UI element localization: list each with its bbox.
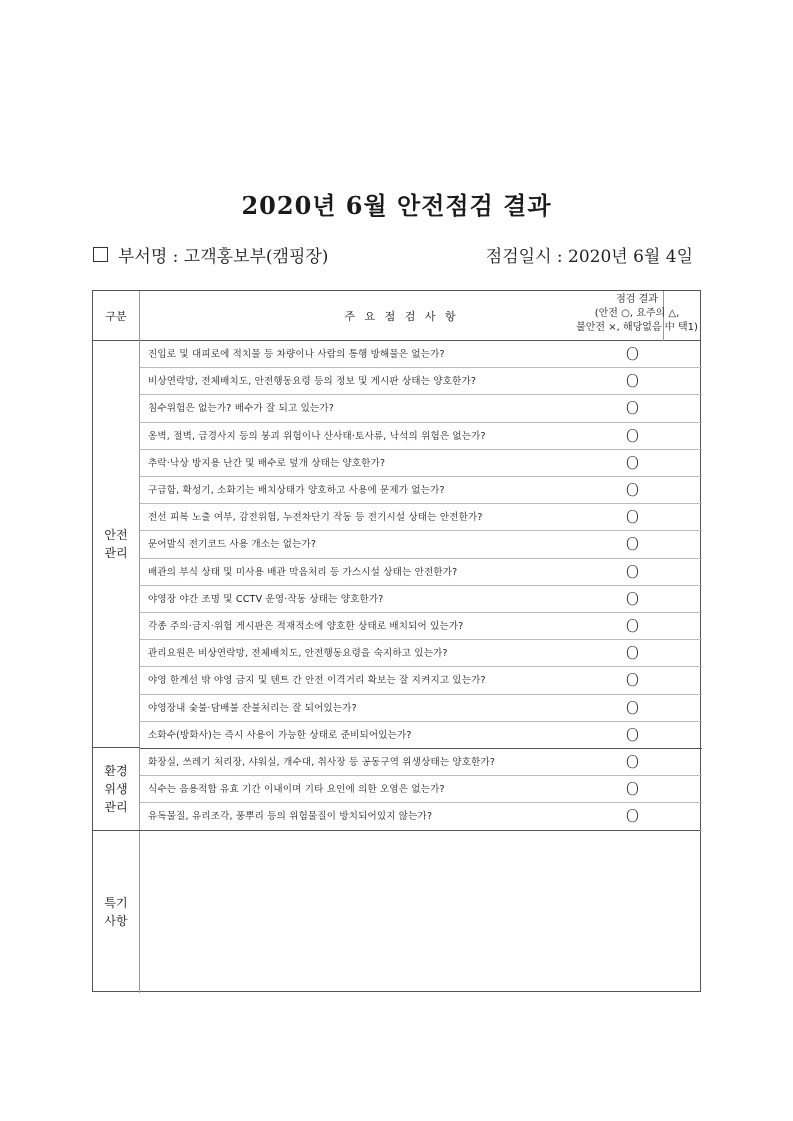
check-result-mark: O (625, 561, 640, 583)
category-safety-line2: 관리 (104, 546, 128, 560)
category-safety (93, 341, 140, 748)
table-row (140, 695, 702, 722)
check-item-text: 침수위험은 없는가? 배수가 잘 되고 있는가? (148, 403, 334, 415)
special-notes-section (93, 830, 700, 993)
department-line (93, 242, 328, 267)
table-row (140, 531, 702, 558)
department-label: 부서명 : 고객홍보부(캠핑장) (118, 247, 329, 267)
table-row (140, 395, 702, 422)
check-result-mark: O (625, 480, 640, 501)
check-result-mark: O (625, 507, 640, 529)
header-items: 주 요 점 검 사 항 (140, 291, 664, 341)
inspection-table (92, 290, 701, 992)
check-result-mark: O (625, 643, 640, 665)
check-item-text: 야영 한계선 밖 야영 금지 및 텐트 간 안전 이격거리 확보는 잘 지켜지고 있는가? (148, 675, 486, 687)
category-special-line1: 특기 (104, 896, 128, 910)
check-item-text: 유독물질, 유리조각, 풍뿌리 등의 위험물질이 방치되어있지 않는가? (148, 811, 433, 823)
check-item-text: 추락·낙상 방지용 난간 및 배수로 덮개 상태는 양호한가? (148, 457, 386, 469)
header-result-legend-1: (안전 ○, 요주의 △, (594, 308, 680, 319)
table-row (140, 586, 702, 613)
category-hygiene-line1: 환경 (104, 764, 128, 778)
check-item-text: 식수는 음용적합 유효 기간 이내이며 기타 요인에 의한 오염은 없는가? (148, 784, 445, 796)
check-result-mark: O (625, 371, 640, 393)
check-item-text: 문어발식 전기코드 사용 개소는 없는가? (148, 539, 317, 551)
check-result-mark: O (625, 534, 640, 556)
category-hygiene-line3: 관리 (104, 800, 128, 814)
check-result-mark: O (625, 425, 640, 447)
check-item-text: 전선 피복 노출 여부, 감전위험, 누전차단기 작동 등 전기시설 상태는 안전한가? (148, 512, 483, 524)
check-item-text: 소화수(방화사)는 즉시 사용이 가능한 상태로 준비되어있는가? (148, 729, 412, 741)
check-result-mark: O (625, 697, 640, 719)
header-result-title: 점검 결과 (616, 294, 658, 305)
check-result-mark: O (625, 588, 640, 610)
check-result-mark: O (625, 670, 640, 692)
page-title: 2020년 6월 안전점검 결과 (241, 191, 552, 220)
table-row (140, 423, 702, 450)
table-row (140, 667, 702, 694)
table-row (140, 722, 702, 749)
check-result-mark: O (625, 398, 640, 420)
category-hygiene-line2: 위생 (104, 782, 128, 796)
table-row (140, 477, 702, 504)
checkbox (93, 247, 108, 262)
table-row (140, 368, 702, 395)
check-result-mark: O (625, 724, 640, 746)
header-result (573, 293, 701, 335)
check-item-text: 야영장내 숯불·담배불 잔불처리는 잘 되어있는가? (148, 702, 357, 714)
check-result-mark: O (625, 616, 640, 637)
category-hygiene (93, 748, 140, 830)
table-header (93, 291, 700, 341)
table-row (140, 450, 702, 477)
table-row (140, 749, 702, 776)
check-item-text: 각종 주의·금지·위험 게시판은 적재적소에 양호한 상태로 배치되어 있는가? (148, 621, 464, 632)
table-row (140, 640, 702, 667)
header-result-legend-2: 불안전 ×, 해당없음 中 택1) (576, 322, 698, 333)
check-item-text: 야영장 야간 조명 및 CCTV 운영·작동 상태는 양호한가? (148, 593, 384, 605)
category-special (93, 831, 140, 993)
check-result-mark: O (625, 752, 640, 773)
table-row (140, 803, 702, 830)
check-item-text: 비상연락망, 전체배치도, 안전행동요령 등의 정보 및 게시판 상태는 양호한가? (148, 376, 477, 388)
special-notes (140, 831, 700, 993)
check-item-text: 관리요원은 비상연락망, 전체배치도, 안전행동요령을 숙지하고 있는가? (148, 648, 448, 660)
check-result-mark: O (625, 806, 640, 828)
check-result-mark: O (625, 344, 640, 365)
check-item-text: 구급함, 확성기, 소화기는 배치상태가 양호하고 사용에 문제가 없는가? (148, 485, 445, 496)
category-safety-line1: 안전 (104, 528, 128, 542)
table-row (140, 504, 702, 531)
category-special-line2: 사항 (104, 914, 128, 928)
check-result-mark: O (625, 779, 640, 801)
table-row (140, 341, 702, 368)
check-item-text: 배관의 부식 상태 및 미사용 배관 막음처리 등 가스시설 상태는 안전한가? (148, 566, 458, 578)
inspection-date: 점검일시 : 2020년 6월 4일 (485, 247, 693, 267)
header-category: 구분 (93, 291, 140, 341)
check-result-mark: O (625, 452, 640, 474)
table-row (140, 559, 702, 586)
check-item-text: 옹벽, 절벽, 급경사지 등의 붕괴 위험이나 산사태·토사류, 낙석의 위험은 없는가? (148, 430, 486, 442)
check-item-text: 화장실, 쓰레기 처리장, 샤워실, 개수대, 취사장 등 공동구역 위생상태는 양호한가? (148, 757, 496, 768)
check-item-text: 진입로 및 대피로에 적치물 등 차량이나 사람의 통행 방해물은 없는가? (148, 349, 445, 360)
table-row (140, 613, 702, 640)
table-row (140, 776, 702, 803)
